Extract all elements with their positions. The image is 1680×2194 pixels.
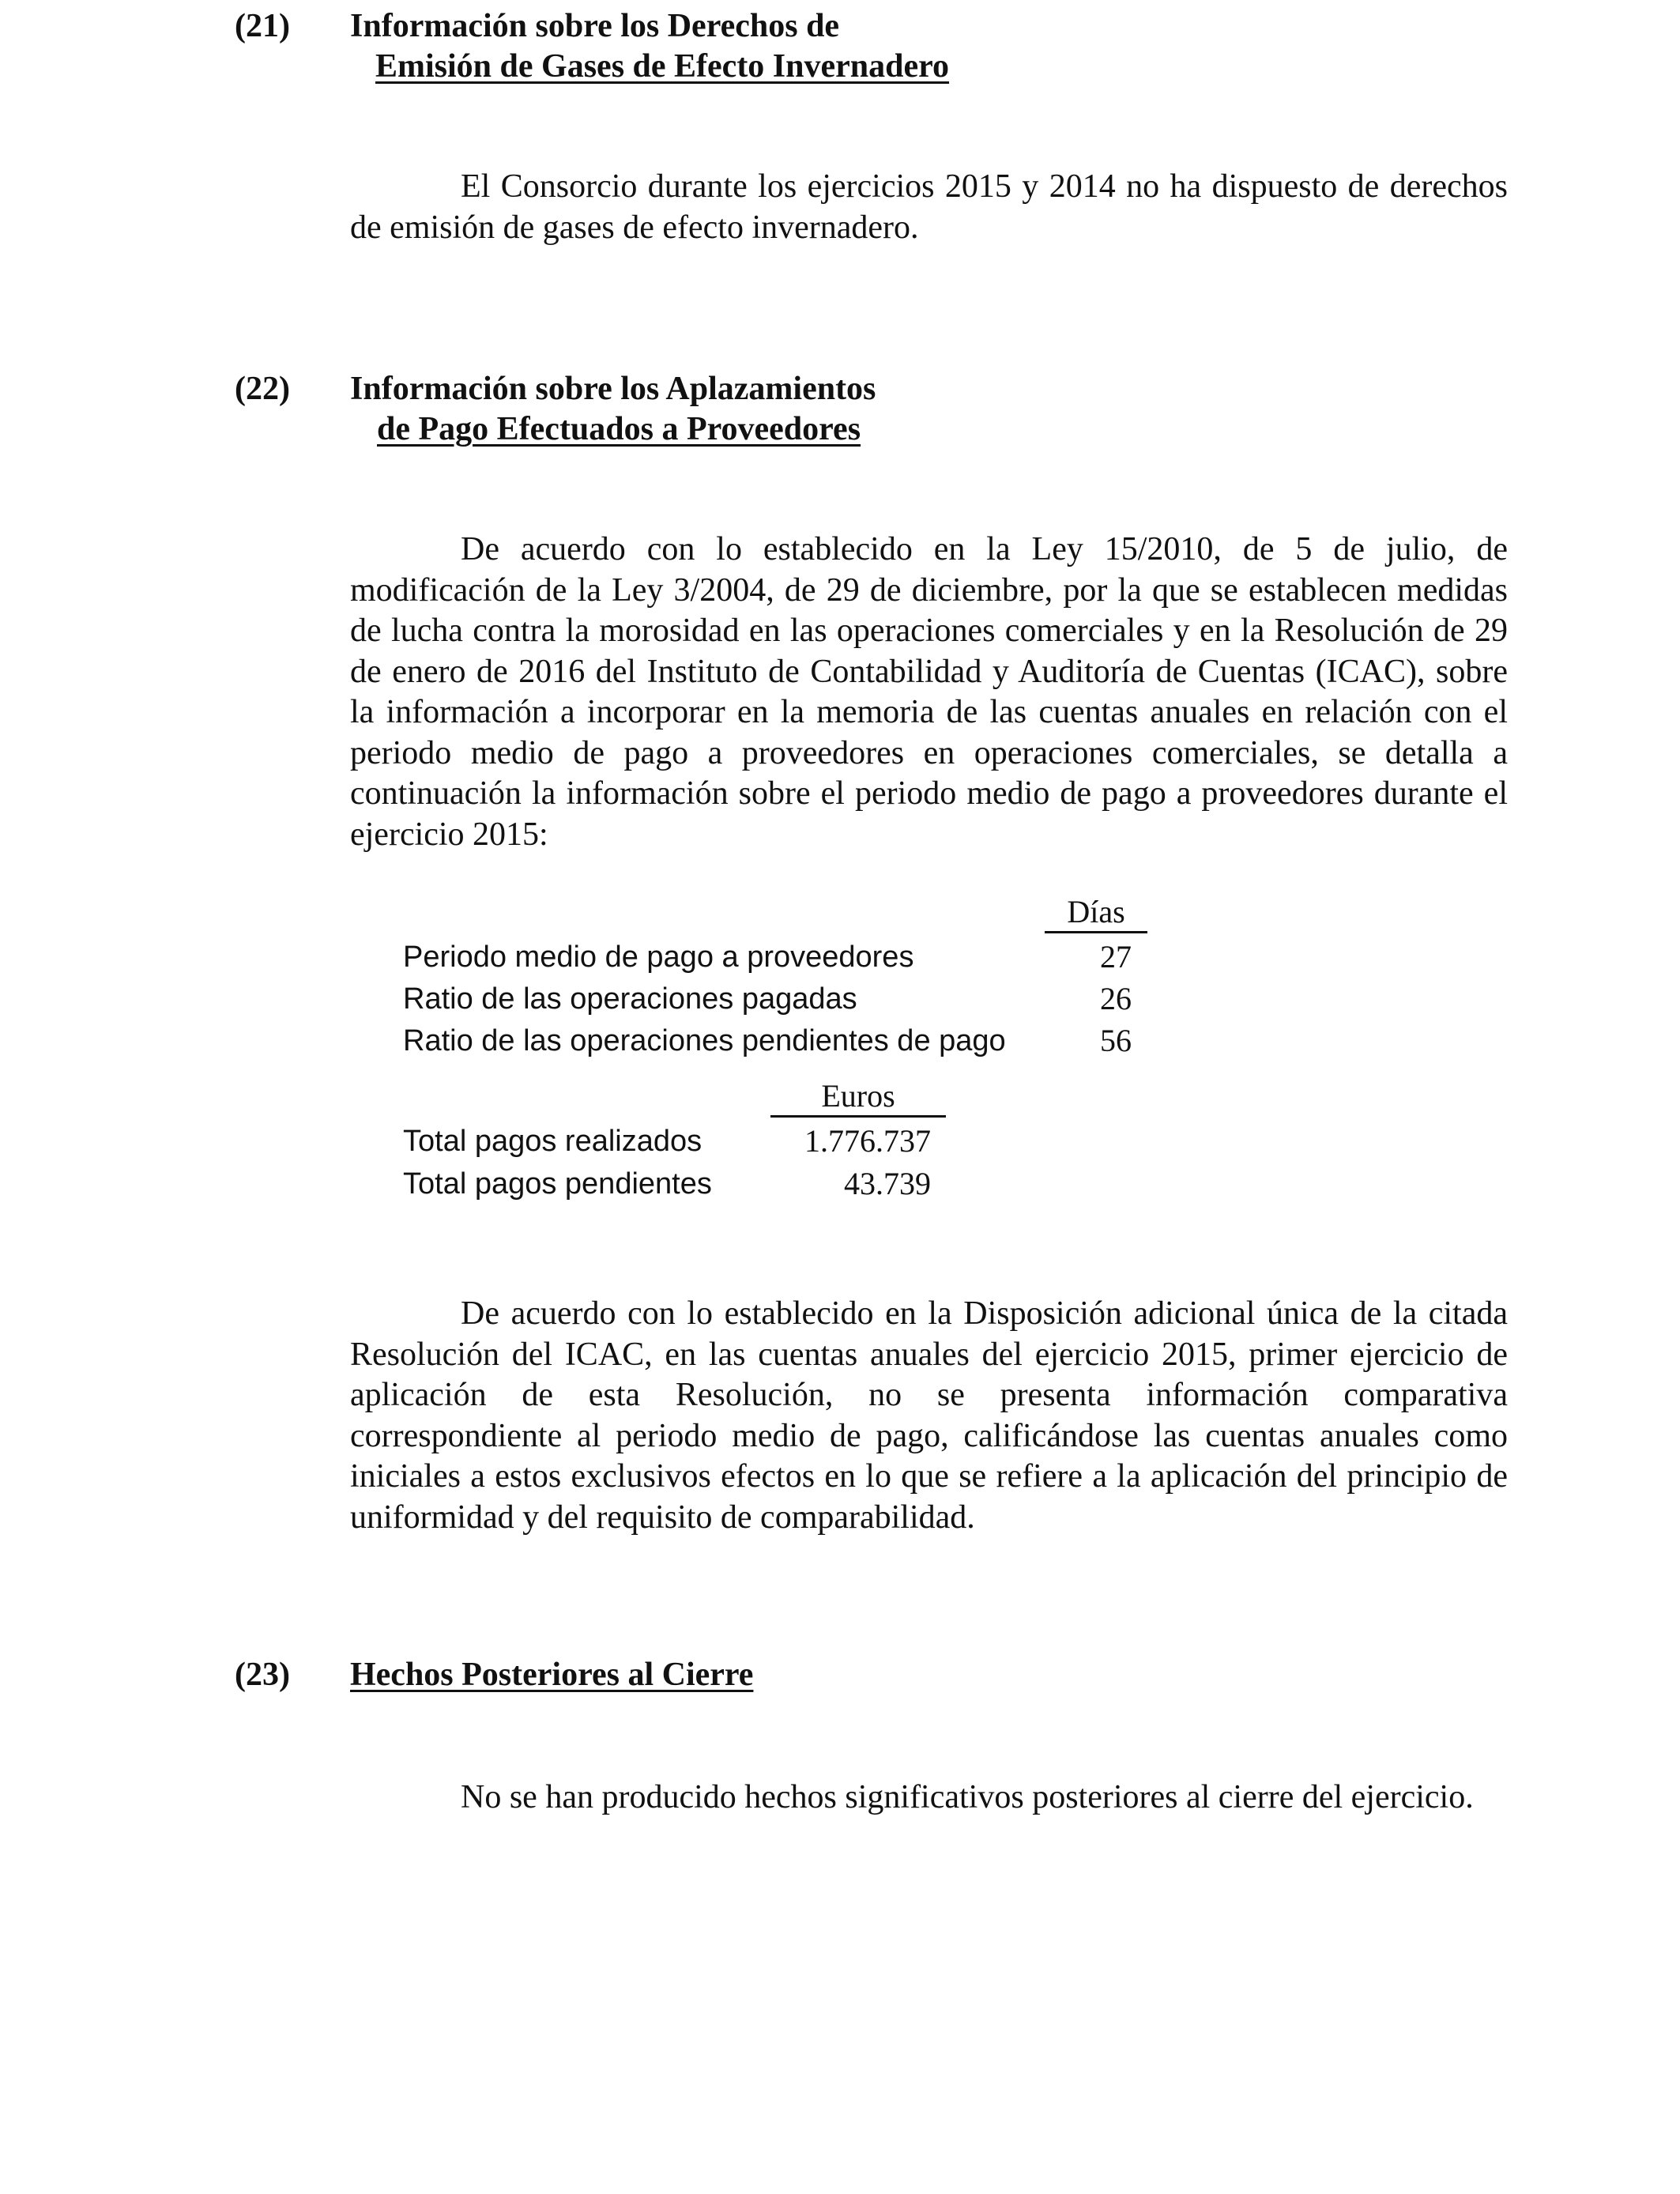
euros-column-header: Euros	[770, 1077, 946, 1118]
section-23-number: (23)	[235, 1657, 290, 1693]
euros-row-1-value: 1.776.737	[804, 1123, 931, 1159]
days-row-1-label: Periodo medio de pago a proveedores	[403, 941, 914, 974]
days-row-1-value: 27	[1100, 939, 1132, 974]
section-21-title-line1: Información sobre los Derechos de	[350, 8, 840, 44]
section-23-title: Hechos Posteriores al Cierre	[350, 1657, 754, 1693]
section-22-paragraph-1: De acuerdo con lo establecido en la Ley 15/2010, de 5 de julio, de modificación de la Ley 3/2004, de 29 de diciembre, por la que se establecen medidas de lucha contra la morosidad en las operaciones comerciales y en la Resolución de 29 de enero de 2016 del Instituto de Contabilidad y Auditoría de Cuentas (ICAC), sobre la información a incorporar en la memoria de las cuentas anuales en relación con el periodo medio de pago a proveedores en operaciones comerciales, se detalla a continuación la información sobre el periodo medio de pago a proveedores durante el ejercicio 2015:	[350, 531, 1508, 853]
days-row-3-value: 56	[1100, 1023, 1132, 1058]
section-22-paragraph-2: De acuerdo con lo establecido en la Disposición adicional única de la citada Resolución del ICAC, en las cuentas anuales del ejercicio 2015, primer ejercicio de aplicación de esta Resolución, no se presenta información comparativa correspondiente al periodo medio de pago, calificándose las cuentas anuales como iniciales a estos exclusivos efectos en lo que se refiere a la aplicación del principio de uniformidad y del requisito de comparabilidad.	[350, 1295, 1508, 1536]
section-21-number: (21)	[235, 8, 290, 44]
section-23-paragraph: No se han producido hechos significativos posteriores al cierre del ejercicio.	[461, 1779, 1474, 1815]
section-21-title-line2: Emisión de Gases de Efecto Invernadero	[375, 48, 950, 85]
days-row-2-label: Ratio de las operaciones pagadas	[403, 982, 857, 1016]
section-22-number: (22)	[235, 371, 290, 407]
euros-row-2-label: Total pagos pendientes	[403, 1167, 712, 1201]
section-22-title-line1: Información sobre los Aplazamientos	[350, 371, 876, 407]
euros-row-2-value: 43.739	[844, 1166, 931, 1201]
days-column-header: Días	[1045, 893, 1147, 933]
days-row-3-label: Ratio de las operaciones pendientes de pago	[403, 1024, 1006, 1057]
euros-row-1-label: Total pagos realizados	[403, 1125, 703, 1158]
section-21-paragraph: El Consorcio durante los ejercicios 2015 y 2014 no ha dispuesto de derechos de emisión de gases de efecto invernadero.	[350, 168, 1508, 246]
section-22-title-line2: de Pago Efectuados a Proveedores	[377, 411, 861, 447]
days-row-2-value: 26	[1100, 981, 1132, 1016]
